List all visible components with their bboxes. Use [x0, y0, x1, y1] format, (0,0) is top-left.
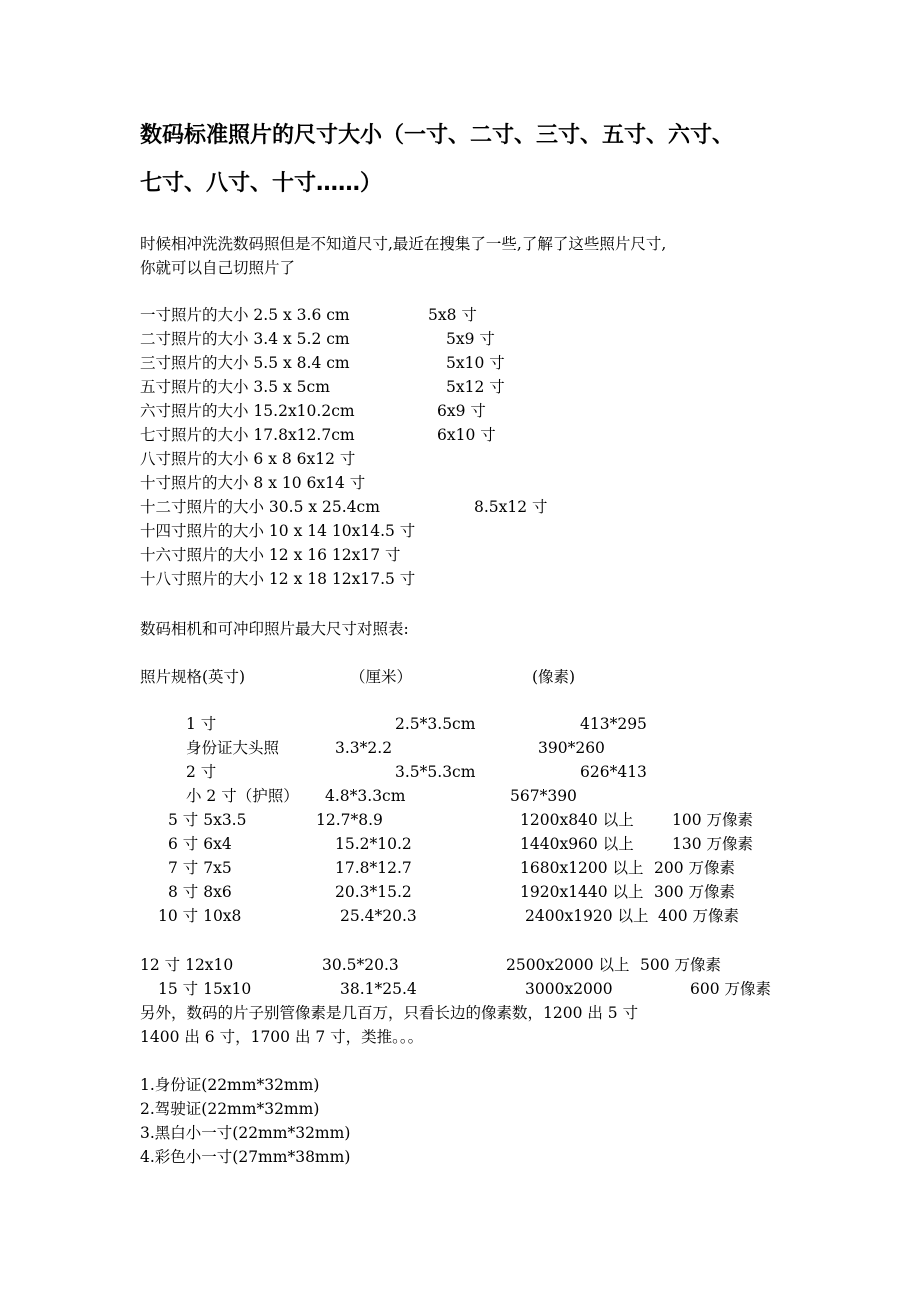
size-item: 一寸照片的大小 2.5 x 3.6 cm [140, 306, 350, 324]
cell-cm: 2.5*3.5cm [395, 715, 476, 733]
size-item: 八寸照片的大小 6 x 8 6x12 寸 [140, 450, 356, 468]
cell-cm: 25.4*20.3 [340, 907, 417, 925]
cell-spec: 10 寸 10x8 [158, 907, 242, 925]
cell-megapixels: 600 万像素 [690, 980, 772, 998]
cell-megapixels: 100 万像素 [672, 811, 754, 829]
list-item: 1.身份证(22mm*32mm) [140, 1076, 320, 1094]
size-item-extra: 5x12 寸 [446, 378, 505, 396]
list-item: 2.驾驶证(22mm*32mm) [140, 1100, 320, 1118]
size-item: 十二寸照片的大小 30.5 x 25.4cm [140, 498, 380, 516]
list-item: 3.黑白小一寸(22mm*32mm) [140, 1124, 351, 1142]
cell-spec: 6 寸 6x4 [168, 835, 232, 853]
table-heading: 数码相机和可冲印照片最大尺寸对照表: [140, 620, 409, 638]
cell-pixels: 1200x840 以上 [520, 811, 634, 829]
header-pixels: (像素) [532, 668, 576, 686]
size-item: 十四寸照片的大小 10 x 14 10x14.5 寸 [140, 522, 416, 540]
size-item: 十八寸照片的大小 12 x 18 12x17.5 寸 [140, 570, 416, 588]
cell-spec: 小 2 寸（护照） [186, 787, 299, 805]
cell-cm: 38.1*25.4 [340, 980, 417, 998]
cell-spec: 8 寸 8x6 [168, 883, 232, 901]
cell-megapixels: 130 万像素 [672, 835, 754, 853]
cell-spec: 2 寸 [186, 763, 217, 781]
cell-cm: 12.7*8.9 [316, 811, 383, 829]
size-item-extra: 6x10 寸 [437, 426, 496, 444]
cell-cm: 17.8*12.7 [335, 859, 412, 877]
cell-pixels: 2400x1920 以上 [525, 907, 649, 925]
cell-cm: 20.3*15.2 [335, 883, 412, 901]
cell-cm: 4.8*3.3cm [325, 787, 406, 805]
size-item: 三寸照片的大小 5.5 x 8.4 cm [140, 354, 350, 372]
cell-spec: 15 寸 15x10 [158, 980, 252, 998]
header-spec: 照片规格(英寸) [140, 668, 246, 686]
header-cm: （厘米） [350, 668, 413, 686]
cell-cm: 15.2*10.2 [335, 835, 412, 853]
title-line-2: 七寸、八寸、十寸……） [140, 171, 383, 196]
cell-cm: 3.5*5.3cm [395, 763, 476, 781]
size-item: 六寸照片的大小 15.2x10.2cm [140, 402, 355, 420]
cell-pixels: 2500x2000 以上 [506, 956, 630, 974]
cell-pixels: 390*260 [538, 739, 605, 757]
cell-spec: 12 寸 12x10 [140, 956, 234, 974]
cell-pixels: 1680x1200 以上 [520, 859, 644, 877]
cell-cm: 30.5*20.3 [322, 956, 399, 974]
cell-spec: 5 寸 5x3.5 [168, 811, 247, 829]
size-item: 十六寸照片的大小 12 x 16 12x17 寸 [140, 546, 401, 564]
cell-spec: 身份证大头照 [186, 739, 280, 757]
list-item: 4.彩色小一寸(27mm*38mm) [140, 1148, 351, 1166]
cell-pixels: 626*413 [580, 763, 647, 781]
cell-megapixels: 400 万像素 [658, 907, 740, 925]
size-item: 二寸照片的大小 3.4 x 5.2 cm [140, 330, 350, 348]
cell-pixels: 3000x2000 [525, 980, 613, 998]
size-item-extra: 5x10 寸 [446, 354, 505, 372]
size-item-extra: 5x9 寸 [446, 330, 495, 348]
cell-megapixels: 200 万像素 [654, 859, 736, 877]
note-line-1: 另外，数码的片子别管像素是几百万，只看长边的像素数，1200 出 5 寸 [140, 1004, 639, 1022]
size-item-extra: 6x9 寸 [437, 402, 486, 420]
size-item: 七寸照片的大小 17.8x12.7cm [140, 426, 355, 444]
cell-spec: 7 寸 7x5 [168, 859, 232, 877]
cell-cm: 3.3*2.2 [335, 739, 393, 757]
size-item-extra: 5x8 寸 [428, 306, 477, 324]
cell-pixels: 1440x960 以上 [520, 835, 634, 853]
cell-spec: 1 寸 [186, 715, 217, 733]
cell-megapixels: 300 万像素 [654, 883, 736, 901]
cell-pixels: 413*295 [580, 715, 647, 733]
size-item-extra: 8.5x12 寸 [474, 498, 548, 516]
note-line-2: 1400 出 6 寸，1700 出 7 寸，类推。。。 [140, 1028, 424, 1046]
intro-line-1: 时候相冲洗洗数码照但是不知道尺寸,最近在搜集了一些,了解了这些照片尺寸, [140, 235, 667, 253]
cell-pixels: 1920x1440 以上 [520, 883, 644, 901]
size-item: 五寸照片的大小 3.5 x 5cm [140, 378, 330, 396]
cell-pixels: 567*390 [510, 787, 577, 805]
intro-line-2: 你就可以自己切照片了 [140, 259, 296, 277]
title-line-1: 数码标准照片的尺寸大小（一寸、二寸、三寸、五寸、六寸、 [140, 123, 735, 148]
cell-megapixels: 500 万像素 [640, 956, 722, 974]
page-title [140, 112, 800, 208]
size-item: 十寸照片的大小 8 x 10 6x14 寸 [140, 474, 366, 492]
